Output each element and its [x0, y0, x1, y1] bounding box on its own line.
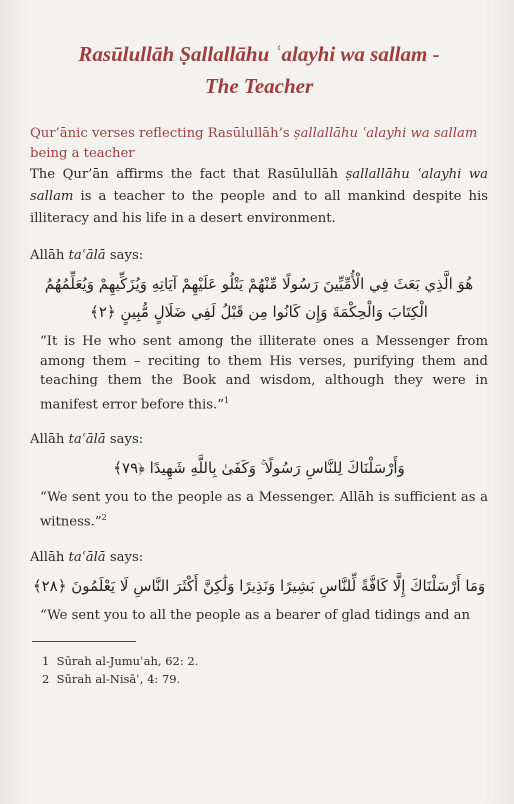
arabic-verse: وَأَرْسَلْنَاكَ لِلنَّاسِ رَسُولًا ۚ وَكَفَىٰ بِاللَّهِ شَهِيدًا ﴿٧٩﴾	[113, 459, 405, 478]
verse-intro: Allāh taʿālā says:	[30, 432, 144, 448]
honorific: ṣallallāhu ʿalayhi wa sallam	[293, 126, 478, 141]
footnote-divider	[32, 641, 136, 642]
verse-translation: “We sent you to all the people as a bearer of glad tidings and an	[40, 607, 470, 623]
section-heading: Qur’ānic verses reflecting Rasūlullāh’s ṣallallāhu ʿalayhi wa sallam being a teacher	[30, 126, 478, 161]
honorific: ṣallallāhu ʿalayhi wa sallam	[30, 167, 488, 204]
verse-translation: “It is He who sent among the illiterate ones a Messenger from among them – reciting to them His verses, purifying them and teaching them the Book and wisdom, although they were in manifest error before this.”$^1$	[40, 334, 488, 412]
footnote: 2 Sūrah al-Nisāʾ, 4: 79.	[42, 672, 181, 687]
footnote-ref[interactable]: 2	[101, 512, 107, 522]
title-line-2: The Teacher	[204, 74, 314, 98]
verse-intro: Allāh taʿālā says:	[30, 549, 144, 565]
intro-paragraph: The Qur’ān affirms the fact that Rasūlullāh ṣallallāhu ʿalayhi wa sallam is a teacher to the people and to all mankind despite his illiteracy and his life in a desert environment.	[30, 167, 488, 226]
footnote-ref[interactable]: 1	[223, 395, 230, 405]
title-line-1: Rasūlullāh Ṣallallāhu ʿalayhi wa sallam -	[78, 42, 440, 66]
page-title	[30, 38, 488, 102]
verse-intro: Allāh taʿālā says:	[30, 248, 144, 263]
verse-translation: “We sent you to the people as a Messenger. Allāh is sufficient as a witness.”$^2$	[40, 490, 488, 530]
footnote: 1 Sūrah al-Jumuʿah, 62: 2.	[42, 654, 199, 669]
arabic-verse: وَمَا أَرْسَلْنَاكَ إِلَّا كَافَّةً لِّلنَّاسِ بَشِيرًا وَنَذِيرًا وَلَٰكِنَّ أَكْثَرَ النَّاسِ لَا يَعْلَمُونَ ﴿٢٨﴾	[32, 576, 486, 595]
arabic-verse: هُوَ الَّذِي بَعَثَ فِي الْأُمِّيِّينَ رَسُولًا مِّنْهُمْ يَتْلُو عَلَيْهِمْ آيَاتِهِ وَيُزَكِّيهِمْ وَيُعَلِّمُهُمُ الْكِتَابَ وَالْحِكْمَةَ وَإِن كَانُوا مِن قَبْلُ لَفِي ضَلَالٍ مُّبِينٍ ﴿٢﴾	[44, 275, 474, 321]
